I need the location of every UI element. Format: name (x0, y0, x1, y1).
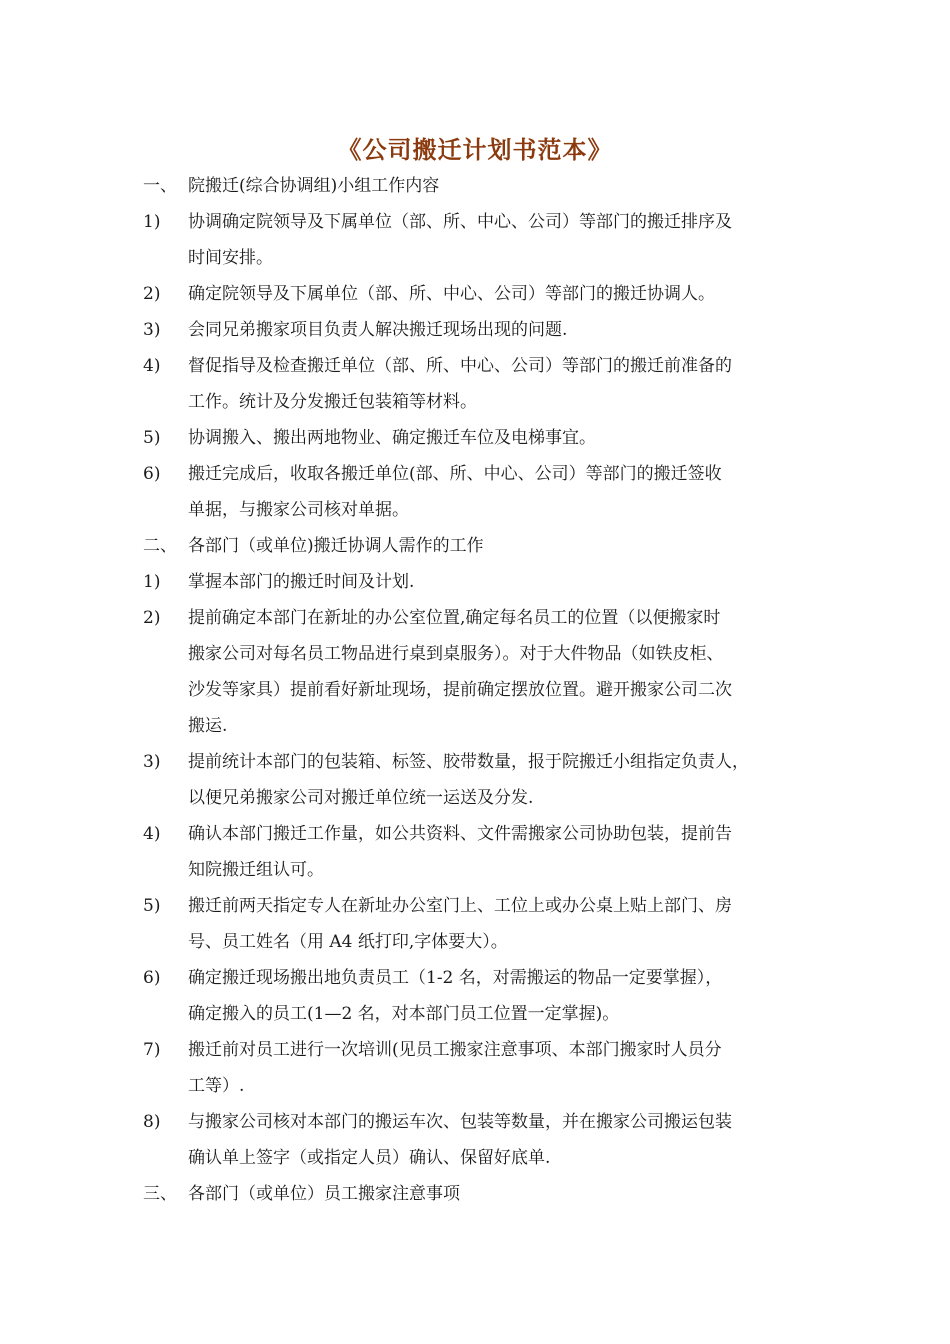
section-heading (143, 168, 823, 204)
list-item-line (143, 204, 823, 240)
list-item-text: 确定院领导及下属单位（部、所、中心、公司）等部门的搬迁协调人。 (188, 284, 715, 304)
list-item-line (143, 816, 823, 852)
list-item-text: 提前确定本部门在新址的办公室位置,确定每名员工的位置（以便搬家时 (188, 608, 721, 628)
list-item-text: 沙发等家具）提前看好新址现场，提前确定摆放位置。避开搬家公司二次 (188, 680, 732, 700)
list-item-text: 协调搬入、搬出两地物业、确定搬迁车位及电梯事宜。 (188, 428, 596, 448)
list-item-marker: 6) (143, 968, 161, 988)
list-item-line (143, 312, 823, 348)
list-item-text: 号、员工姓名（用 A4 纸打印,字体要大）。 (188, 932, 508, 952)
section-heading (143, 528, 823, 564)
list-item-marker: 7) (143, 1040, 161, 1060)
list-item-marker: 1) (143, 212, 161, 232)
list-item-text: 提前统计本部门的包装箱、标签、胶带数量，报于院搬迁小组指定负责人， (188, 752, 749, 772)
list-item-line (143, 888, 823, 924)
section-heading-text: 各部门（或单位）员工搬家注意事项 (188, 1184, 460, 1204)
list-item-marker: 3) (143, 320, 161, 340)
list-item-line (143, 1068, 823, 1104)
list-item-text: 搬家公司对每名员工物品进行桌到桌服务）。对于大件物品（如铁皮柜、 (188, 644, 724, 664)
list-item-text: 工作。统计及分发搬迁包装箱等材料。 (188, 392, 477, 412)
list-item-line (143, 420, 823, 456)
list-item-line (143, 672, 823, 708)
list-item-text: 搬迁完成后，收取各搬迁单位(部、所、中心、公司）等部门的搬迁签收 (188, 464, 722, 484)
list-item-text: 确认单上签字（或指定人员）确认、保留好底单. (188, 1148, 551, 1168)
list-item-marker: 4) (143, 824, 161, 844)
list-item-marker: 5) (143, 896, 161, 916)
section-marker: 一、 (143, 176, 177, 196)
list-item-line (143, 348, 823, 384)
list-item-line (143, 996, 823, 1032)
list-item-line (143, 276, 823, 312)
list-item-marker: 5) (143, 428, 161, 448)
list-item-line (143, 600, 823, 636)
list-item-marker: 1) (143, 572, 161, 592)
list-item-line (143, 636, 823, 672)
list-item-line (143, 1104, 823, 1140)
list-item-line (143, 924, 823, 960)
section-marker: 三、 (143, 1184, 177, 1204)
list-item-marker: 2) (143, 284, 161, 304)
list-item-line (143, 456, 823, 492)
list-item-line (143, 384, 823, 420)
list-item-line (143, 960, 823, 996)
list-item-marker: 2) (143, 608, 161, 628)
section-heading-text: 各部门（或单位)搬迁协调人需作的工作 (188, 536, 484, 556)
list-item-text: 确认本部门搬迁工作量，如公共资料、文件需搬家公司协助包装，提前告 (188, 824, 732, 844)
list-item-marker: 6) (143, 464, 161, 484)
list-item-line (143, 1032, 823, 1068)
list-item-line (143, 708, 823, 744)
list-item-text: 工等）. (188, 1076, 245, 1096)
document-body (143, 168, 823, 1212)
section-marker: 二、 (143, 536, 177, 556)
list-item-text: 搬运. (188, 716, 228, 736)
list-item-text: 确定搬入的员工(1—2 名，对本部门员工位置一定掌握)。 (188, 1004, 620, 1024)
section-heading (143, 1176, 823, 1212)
list-item-text: 以便兄弟搬家公司对搬迁单位统一运送及分发. (188, 788, 534, 808)
list-item-line (143, 564, 823, 600)
list-item-marker: 3) (143, 752, 161, 772)
list-item-line (143, 744, 823, 780)
list-item-text: 搬迁前两天指定专人在新址办公室门上、工位上或办公桌上贴上部门、房 (188, 896, 732, 916)
list-item-marker: 8) (143, 1112, 161, 1132)
list-item-line (143, 1140, 823, 1176)
list-item-text: 会同兄弟搬家项目负责人解决搬迁现场出现的问题. (188, 320, 568, 340)
list-item-text: 与搬家公司核对本部门的搬运车次、包装等数量，并在搬家公司搬运包装 (188, 1112, 732, 1132)
list-item-text: 时间安排。 (188, 248, 273, 268)
list-item-line (143, 852, 823, 888)
list-item-text: 督促指导及检查搬迁单位（部、所、中心、公司）等部门的搬迁前准备的 (188, 356, 732, 376)
list-item-text: 搬迁前对员工进行一次培训(见员工搬家注意事项、本部门搬家时人员分 (188, 1040, 722, 1060)
list-item-line (143, 492, 823, 528)
list-item-marker: 4) (143, 356, 161, 376)
section-heading-text: 院搬迁(综合协调组)小组工作内容 (188, 176, 440, 196)
list-item-text: 掌握本部门的搬迁时间及计划. (188, 572, 415, 592)
document-title: 《公司搬迁计划书范本》 (337, 135, 613, 164)
list-item-line (143, 780, 823, 816)
list-item-line (143, 240, 823, 276)
list-item-text: 协调确定院领导及下属单位（部、所、中心、公司）等部门的搬迁排序及 (188, 212, 732, 232)
list-item-text: 知院搬迁组认可。 (188, 860, 324, 880)
list-item-text: 单据，与搬家公司核对单据。 (188, 500, 409, 520)
list-item-text: 确定搬迁现场搬出地负责员工（1-2 名，对需搬运的物品一定要掌握）， (188, 968, 723, 988)
